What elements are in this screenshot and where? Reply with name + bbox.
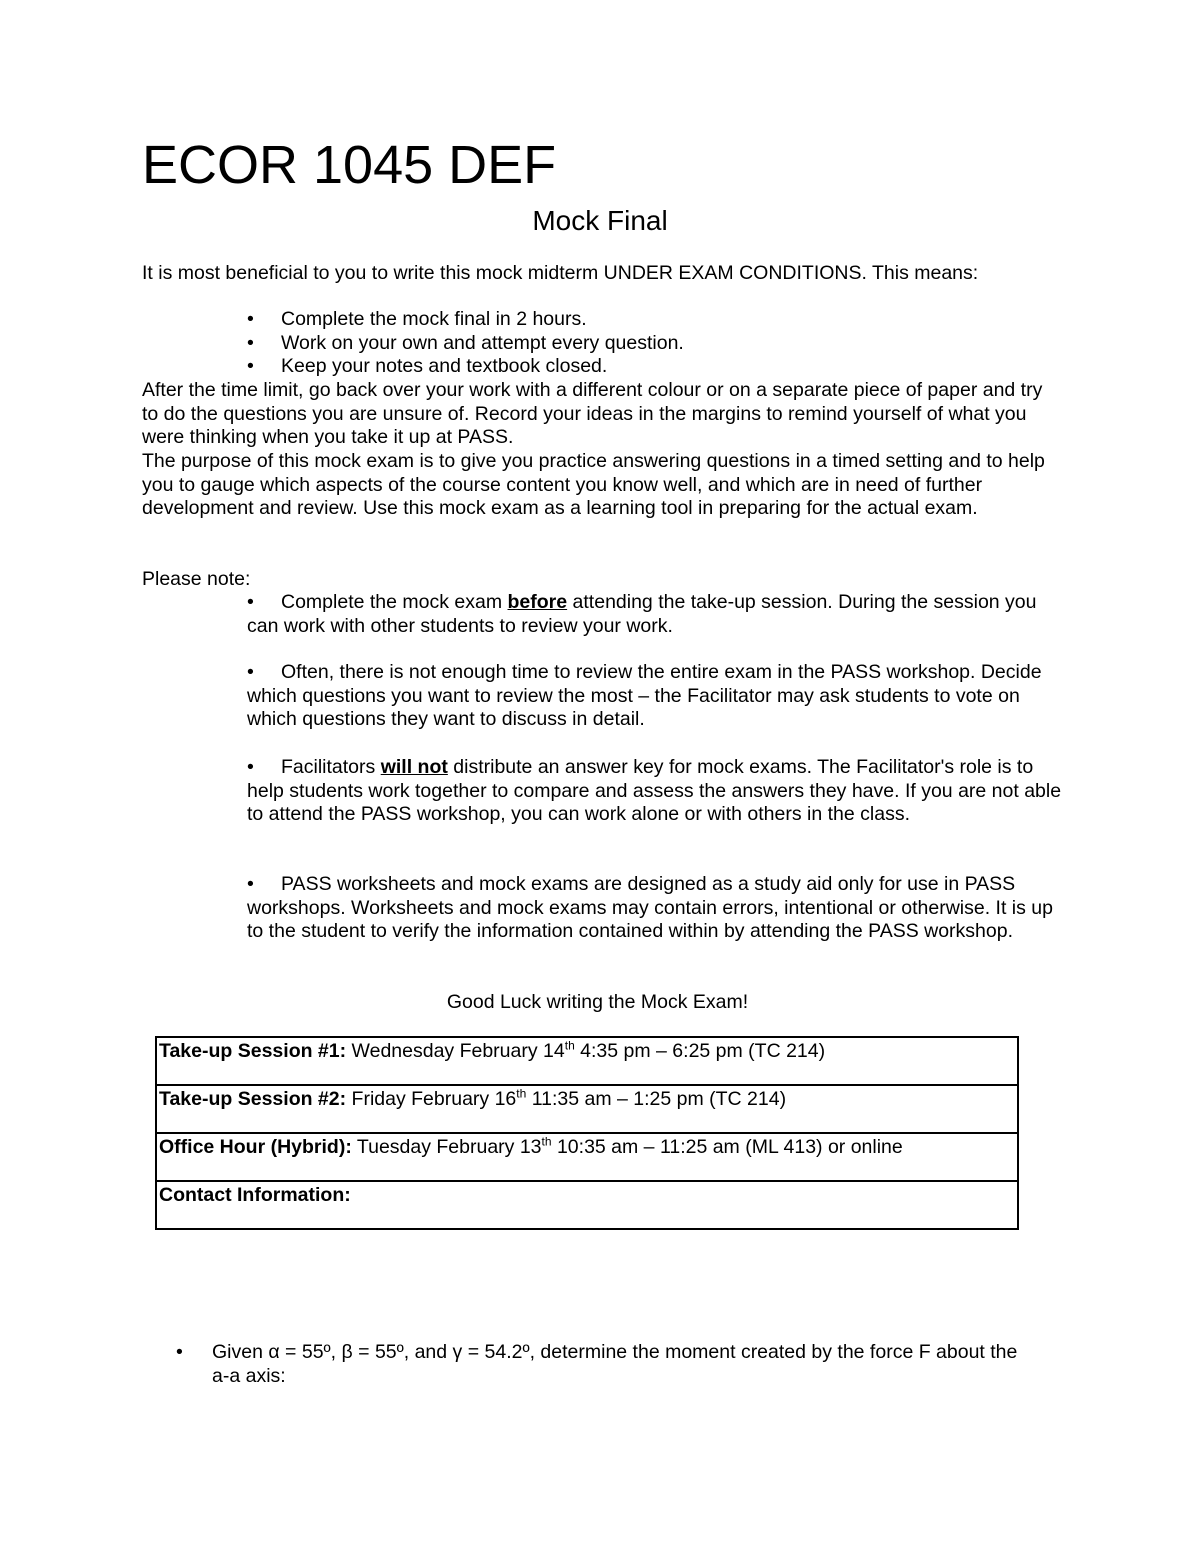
- list-item: [247, 332, 1047, 356]
- list-item-text: Work on your own and attempt every question.: [281, 331, 684, 354]
- table-cell: [156, 1037, 1018, 1085]
- note-text: Facilitators: [281, 756, 381, 778]
- session-label: Take-up Session #1:: [159, 1040, 347, 1062]
- good-luck-message: Good Luck writing the Mock Exam!: [446, 991, 749, 1013]
- exam-conditions-list: [247, 308, 1047, 379]
- ordinal-suffix: th: [541, 1134, 552, 1149]
- session-detail: 11:35 am – 1:25 pm (TC 214): [526, 1088, 787, 1110]
- session-detail: Wednesday February 14: [346, 1040, 565, 1062]
- sessions-table: [155, 1036, 1019, 1230]
- table-row: [156, 1181, 1018, 1229]
- list-item: [247, 308, 1047, 332]
- note-item: [247, 756, 1067, 827]
- note-item: [247, 873, 1067, 944]
- question-text: Given α = 55º, β = 55º, and γ = 54.2º, determine the moment created by the force F about the a-a axis:: [212, 1341, 1018, 1387]
- session-detail: 4:35 pm – 6:25 pm (TC 214): [574, 1040, 826, 1062]
- bullet-icon: •: [247, 308, 254, 330]
- table-row: [156, 1085, 1018, 1133]
- list-item: [247, 355, 1047, 379]
- session-detail: Tuesday February 13: [351, 1136, 542, 1158]
- please-note-label: Please note:: [142, 568, 251, 590]
- table-row: [156, 1133, 1018, 1181]
- note-item: [247, 591, 1067, 638]
- bullet-icon: •: [247, 591, 254, 613]
- list-item-text: Keep your notes and textbook closed.: [281, 355, 608, 378]
- ordinal-suffix: th: [564, 1038, 575, 1053]
- session-label: Contact Information:: [159, 1184, 351, 1206]
- note-item: [247, 661, 1067, 732]
- table-cell: [156, 1133, 1018, 1181]
- table-row: [156, 1037, 1018, 1085]
- purpose-paragraph: The purpose of this mock exam is to give you practice answering questions in a timed setting and to help you to gauge which aspects of the course content you know well, and which are in need of further development and review. Use this mock exam as a learning tool in preparing for the actual exam.: [142, 450, 1045, 520]
- after-time-paragraph: After the time limit, go back over your work with a different colour or on a separate piece of paper and try to do the questions you are unsure of. Record your ideas in the margins to remind yourself of what you were thinking when you take it up at PASS.: [142, 379, 1043, 449]
- session-label: Take-up Session #2:: [159, 1088, 347, 1110]
- bullet-icon: •: [247, 756, 254, 778]
- note-text: attending the take-up session. During the session you can work with other students to review your work.: [247, 591, 1037, 637]
- table-cell: [156, 1181, 1018, 1229]
- intro-paragraph: It is most beneficial to you to write this mock midterm UNDER EXAM CONDITIONS. This means:: [142, 262, 979, 284]
- bullet-icon: •: [247, 355, 254, 378]
- question-item: [176, 1341, 1036, 1388]
- bullet-icon: •: [247, 661, 254, 683]
- note-emphasis: before: [507, 591, 568, 613]
- page-subtitle: Mock Final: [532, 205, 668, 236]
- page-title: ECOR 1045 DEF: [142, 135, 557, 195]
- table-cell: [156, 1085, 1018, 1133]
- ordinal-suffix: th: [516, 1086, 527, 1101]
- note-text: distribute an answer key for mock exams. The Facilitator's role is to help students work together to compare and assess the answers they have. If you are not able to attend the PASS workshop, you can work alone or with others in the class.: [247, 756, 1062, 826]
- note-text: Often, there is not enough time to review the entire exam in the PASS workshop. Decide which questions you want to review the most – the Facilitator may ask students to vote on which questions they want to discuss in detail.: [247, 661, 1042, 731]
- note-emphasis: will not: [380, 756, 448, 778]
- bullet-icon: •: [176, 1341, 183, 1363]
- note-text: Complete the mock exam: [281, 591, 508, 613]
- session-detail: 10:35 am – 11:25 am (ML 413) or online: [551, 1136, 903, 1158]
- session-detail: Friday February 16: [346, 1088, 517, 1110]
- list-item-text: Complete the mock final in 2 hours.: [281, 308, 587, 330]
- bullet-icon: •: [247, 331, 254, 354]
- bullet-icon: •: [247, 873, 254, 895]
- note-text: PASS worksheets and mock exams are designed as a study aid only for use in PASS workshops. Worksheets and mock exams may contain errors, intentional or otherwise. It is up to the student to verify the information contained within by attending the PASS workshop.: [247, 873, 1053, 943]
- session-label: Office Hour (Hybrid):: [159, 1136, 352, 1158]
